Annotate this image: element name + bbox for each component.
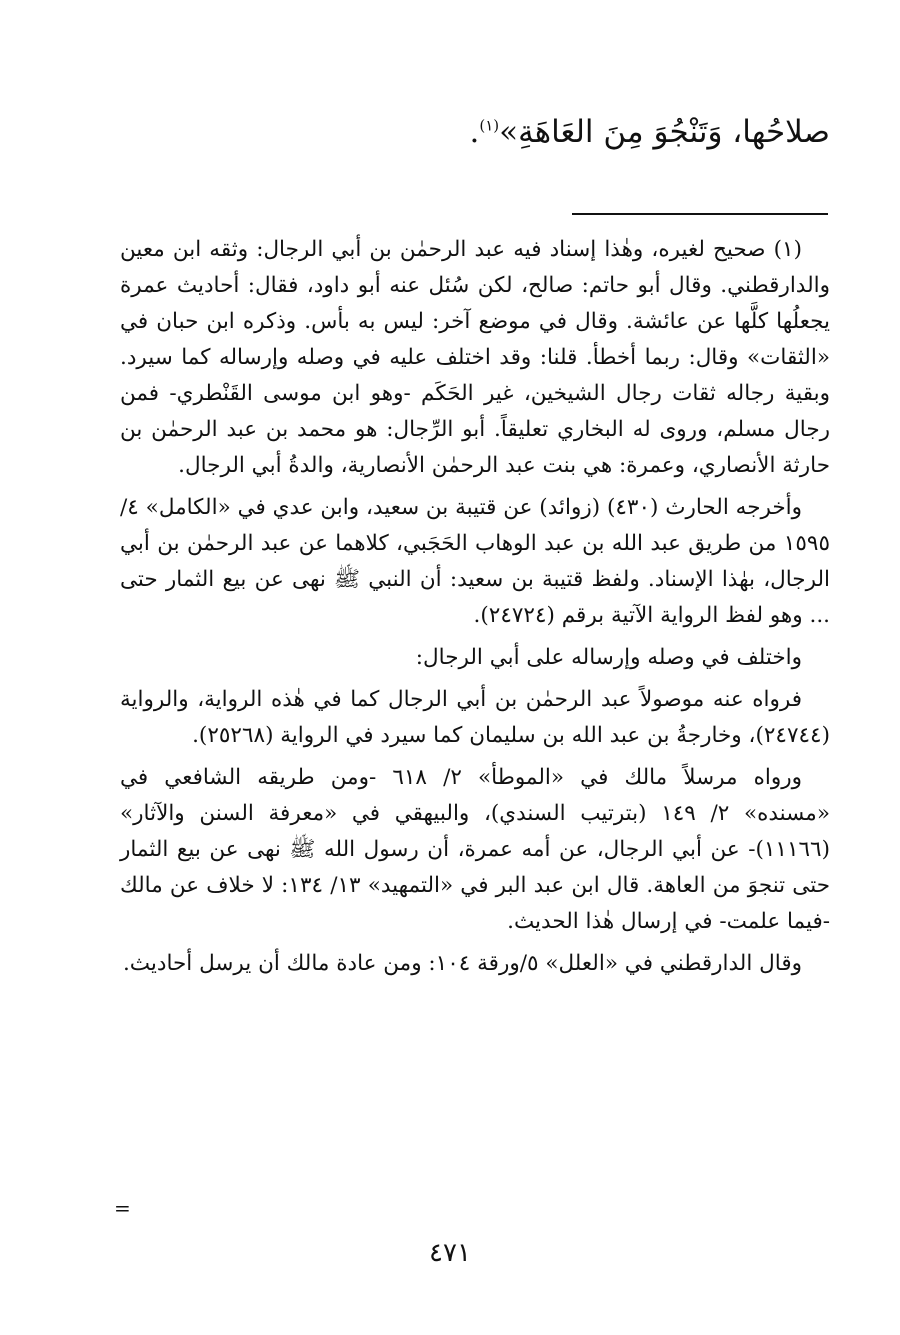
hadith-text-end: . [469,114,480,150]
footnote-reference: (١) [479,116,500,135]
footnote-paragraph: وأخرجه الحارث (٤٣٠) (زوائد) عن قتيبة بن سعيد، وابن عدي في «الكامل» ٤/ ١٥٩٥ من طريق عبد الله بن عبد الوهاب الحَجَبي، كلاهما عن عبد الرحمٰن بن أبي الرجال، بهٰذا الإسناد. ولفظ قتيبة بن سعيد: أن النبي ﷺ نهى عن بيع الثمار حتى ... وهو لفظ الرواية الآتية برقم (٢٤٧٢٤). [120,495,830,628]
footnote-separator [572,213,828,215]
footnote-paragraph: واختلف في وصله وإرساله على أبي الرجال: [415,645,802,670]
footnote-paragraph: فرواه عنه موصولاً عبد الرحمٰن بن أبي الرجال كما في هٰذه الرواية، والرواية (٢٤٧٤٤)، وخارجةُ بن عبد الله بن سليمان كما سيرد في الرواية (٢٥٢٦٨). [120,687,830,748]
hadith-text-line: صلاحُها، وَتَنْجُوَ مِنَ العَاهَةِ» [499,114,830,150]
footnote-paragraph: ورواه مرسلاً مالك في «الموطأ» ٢/ ٦١٨ -ومن طريقه الشافعي في «مسنده» ٢/ ١٤٩ (بترتيب السندي)، والبيهقي في «معرفة السنن والآثار» (١١١٦٦)- عن أبي الرجال، عن أمه عمرة، أن رسول الله ﷺ نهى عن بيع الثمار حتى تنجوَ من العاهة. قال ابن عبد البر في «التمهيد» ١٣/ ١٣٤: لا خلاف عن مالك -فيما علمت- في إرسال هٰذا الحديث. [120,765,831,934]
footnote-paragraph: (١) صحيح لغيره، وهٰذا إسناد فيه عبد الرحمٰن بن أبي الرجال: وثقه ابن معين والدارقطني. وقال أبو حاتم: صالح، لكن سُئل عنه أبو داود، فقال: أحاديث عمرة يجعلُها كلَّها عن عائشة. وقال في موضع آخر: ليس به بأس. وذكره ابن حبان في «الثقات» وقال: ربما أخطأ. قلنا: وقد اختلف عليه في وصله وإرساله كما سيرد. وبقية رجاله ثقات رجال الشيخين، غير الحَكَم -وهو ابن موسى القَنْطري- فمن رجال مسلم، وروى له البخاري تعليقاً. أبو الرِّجال: هو محمد بن عبد الرحمٰن بن حارثة الأنصاري، وعمرة: هي بنت عبد الرحمٰن الأنصارية، والدةُ أبي الرجال. [120,237,830,478]
continuation-mark: = [114,1196,131,1220]
footnotes [120,232,830,988]
hadith-text [130,108,830,156]
page-number: ٤٧١ [429,1238,471,1268]
footnote-paragraph: وقال الدارقطني في «العلل» ٥/ورقة ١٠٤: ومن عادة مالك أن يرسل أحاديث. [122,951,802,976]
